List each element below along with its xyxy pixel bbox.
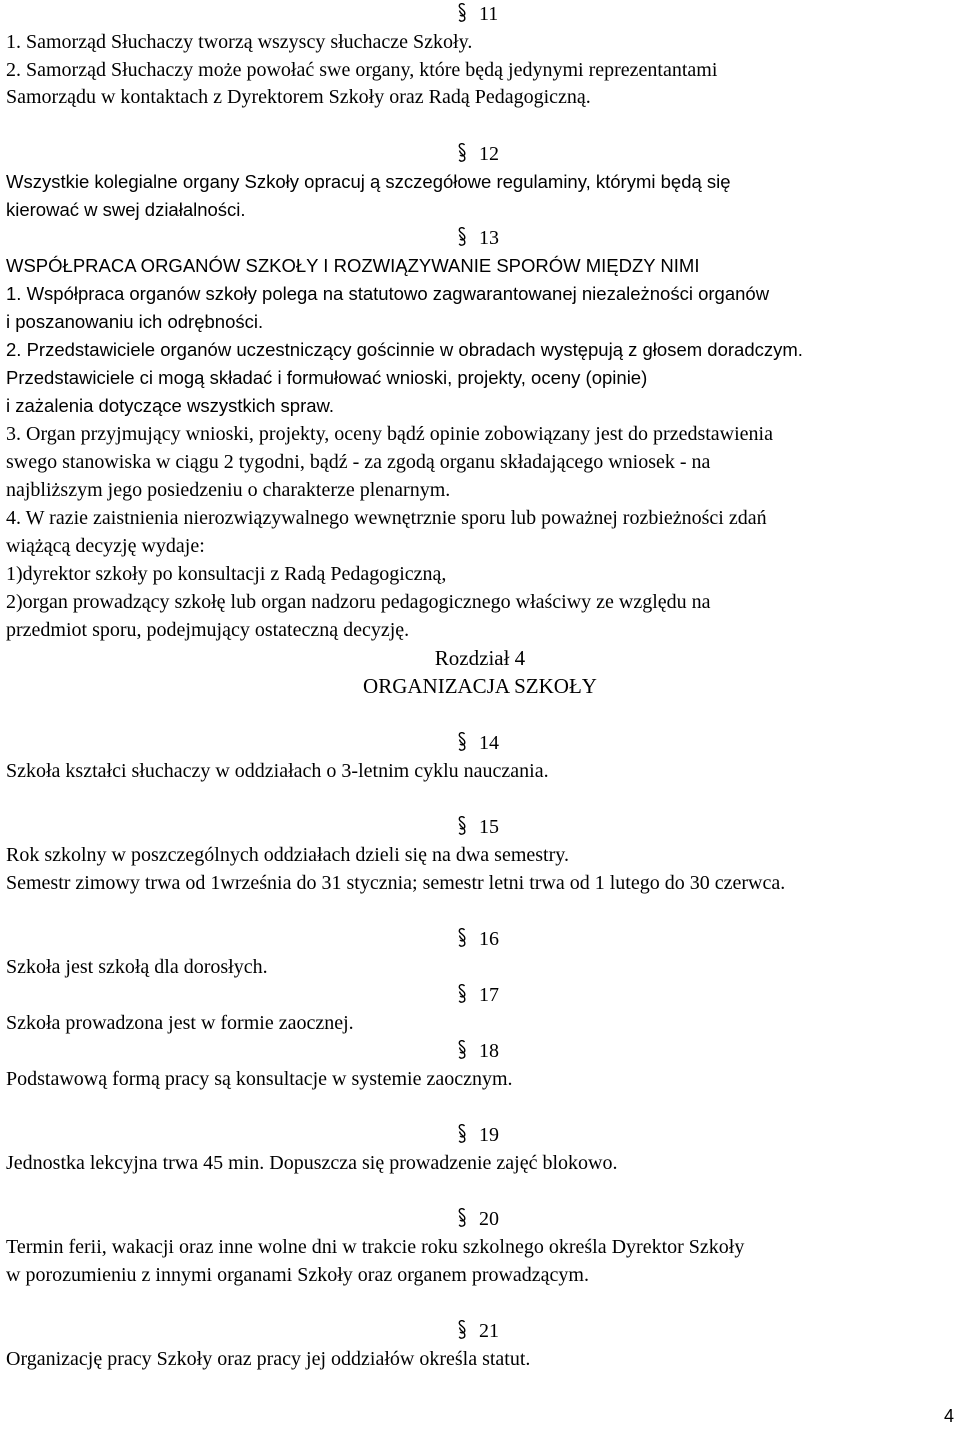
section-heading-13: 13 (457, 226, 499, 250)
paragraph-line: Szkoła jest szkołą dla dorosłych. (6, 956, 268, 978)
paragraph-line: Semestr zimowy trwa od 1września do 31 stycznia; semestr letni trwa od 1 lutego do 30 czerwca. (6, 872, 786, 894)
paragraph-line: najbliższym jego posiedzeniu o charakterze plenarnym. (6, 479, 451, 501)
paragraph-line: Szkoła kształci słuchaczy w oddziałach o 3-letnim cyklu nauczania. (6, 760, 549, 782)
section-heading-11: 11 (457, 2, 498, 26)
section-heading-14: 14 (457, 731, 499, 755)
paragraph-line: Organizację pracy Szkoły oraz pracy jej oddziałów określa statut. (6, 1348, 531, 1370)
paragraph-line: Termin ferii, wakacji oraz inne wolne dni w trakcie roku szkolnego określa Dyrektor Szkoły (6, 1236, 745, 1258)
paragraph-line: 2. Samorząd Słuchaczy może powołać swe organy, które będą jedynymi reprezentantami (6, 59, 718, 81)
paragraph-line: 1. Samorząd Słuchaczy tworzą wszyscy słuchacze Szkoły. (6, 31, 473, 53)
chapter-title: ORGANIZACJA SZKOŁY (363, 674, 597, 698)
section-heading-12: 12 (457, 142, 499, 166)
paragraph-line: i poszanowaniu ich odrębności. (6, 311, 264, 332)
paragraph-line: Podstawową formą pracy są konsultacje w systemie zaocznym. (6, 1068, 513, 1090)
paragraph-line: w porozumieniu z innymi organami Szkoły oraz organem prowadzącym. (6, 1264, 589, 1286)
paragraph-line: 2. Przedstawiciele organów uczestniczący gościnnie w obradach występują z głosem doradczym. (6, 339, 803, 360)
section-sign-icon (457, 142, 467, 164)
paragraph-line: kierować w swej działalności. (6, 199, 246, 220)
chapter-label: Rozdział 4 (434, 646, 526, 670)
page-number: 4 (943, 1406, 954, 1426)
section-heading-21: 21 (457, 1319, 499, 1343)
paragraph-line: Samorządu w kontaktach z Dyrektorem Szkoły oraz Radą Pedagogiczną. (6, 86, 591, 108)
section-sign-icon (457, 1039, 467, 1061)
paragraph-line: 4. W razie zaistnienia nierozwiązywalnego wewnętrznie sporu lub poważnej rozbieżności zdań (6, 507, 767, 529)
paragraph-line: przedmiot sporu, podejmujący ostateczną decyzję. (6, 619, 410, 641)
section-heading-20: 20 (457, 1207, 499, 1231)
section-title: WSPÓŁPRACA ORGANÓW SZKOŁY I ROZWIĄZYWANIE SPORÓW MIĘDZY NIMI (6, 255, 700, 276)
paragraph-line: 2)organ prowadzący szkołę lub organ nadzoru pedagogicznego właściwy ze względu na (6, 591, 711, 613)
paragraph-line: Przedstawiciele ci mogą składać i formułować wnioski, projekty, oceny (opinie) (6, 367, 648, 388)
paragraph-line: Jednostka lekcyjna trwa 45 min. Dopuszcza się prowadzenie zajęć blokowo. (6, 1152, 618, 1174)
paragraph-line: 1. Współpraca organów szkoły polega na statutowo zagwarantowanej niezależności organów (6, 283, 770, 304)
paragraph-line: Szkoła prowadzona jest w formie zaocznej. (6, 1012, 354, 1034)
section-heading-18: 18 (457, 1039, 499, 1063)
paragraph-line: i zażalenia dotyczące wszystkich spraw. (6, 395, 334, 416)
paragraph-line: 1)dyrektor szkoły po konsultacji z Radą Pedagogiczną, (6, 563, 447, 585)
paragraph-line: Wszystkie kolegialne organy Szkoły opracuj ą szczegółowe regulaminy, którymi będą się (6, 171, 731, 192)
section-sign-icon (457, 1123, 467, 1145)
section-sign-icon (457, 226, 467, 248)
paragraph-line: Rok szkolny w poszczególnych oddziałach dzieli się na dwa semestry. (6, 844, 569, 866)
section-heading-15: 15 (457, 815, 499, 839)
section-heading-16: 16 (457, 927, 499, 951)
section-heading-17: 17 (457, 983, 499, 1007)
section-heading-19: 19 (457, 1123, 499, 1147)
paragraph-line: 3. Organ przyjmujący wnioski, projekty, oceny bądź opinie zobowiązany jest do przedstawienia (6, 423, 773, 445)
section-sign-icon (457, 927, 467, 949)
section-sign-icon (457, 815, 467, 837)
section-sign-icon (457, 983, 467, 1005)
section-sign-icon (457, 2, 467, 24)
section-sign-icon (457, 1319, 467, 1341)
section-sign-icon (457, 731, 467, 753)
paragraph-line: wiążącą decyzję wydaje: (6, 535, 205, 557)
paragraph-line: swego stanowiska w ciągu 2 tygodni, bądź - za zgodą organu składającego wniosek - na (6, 451, 711, 473)
section-sign-icon (457, 1207, 467, 1229)
